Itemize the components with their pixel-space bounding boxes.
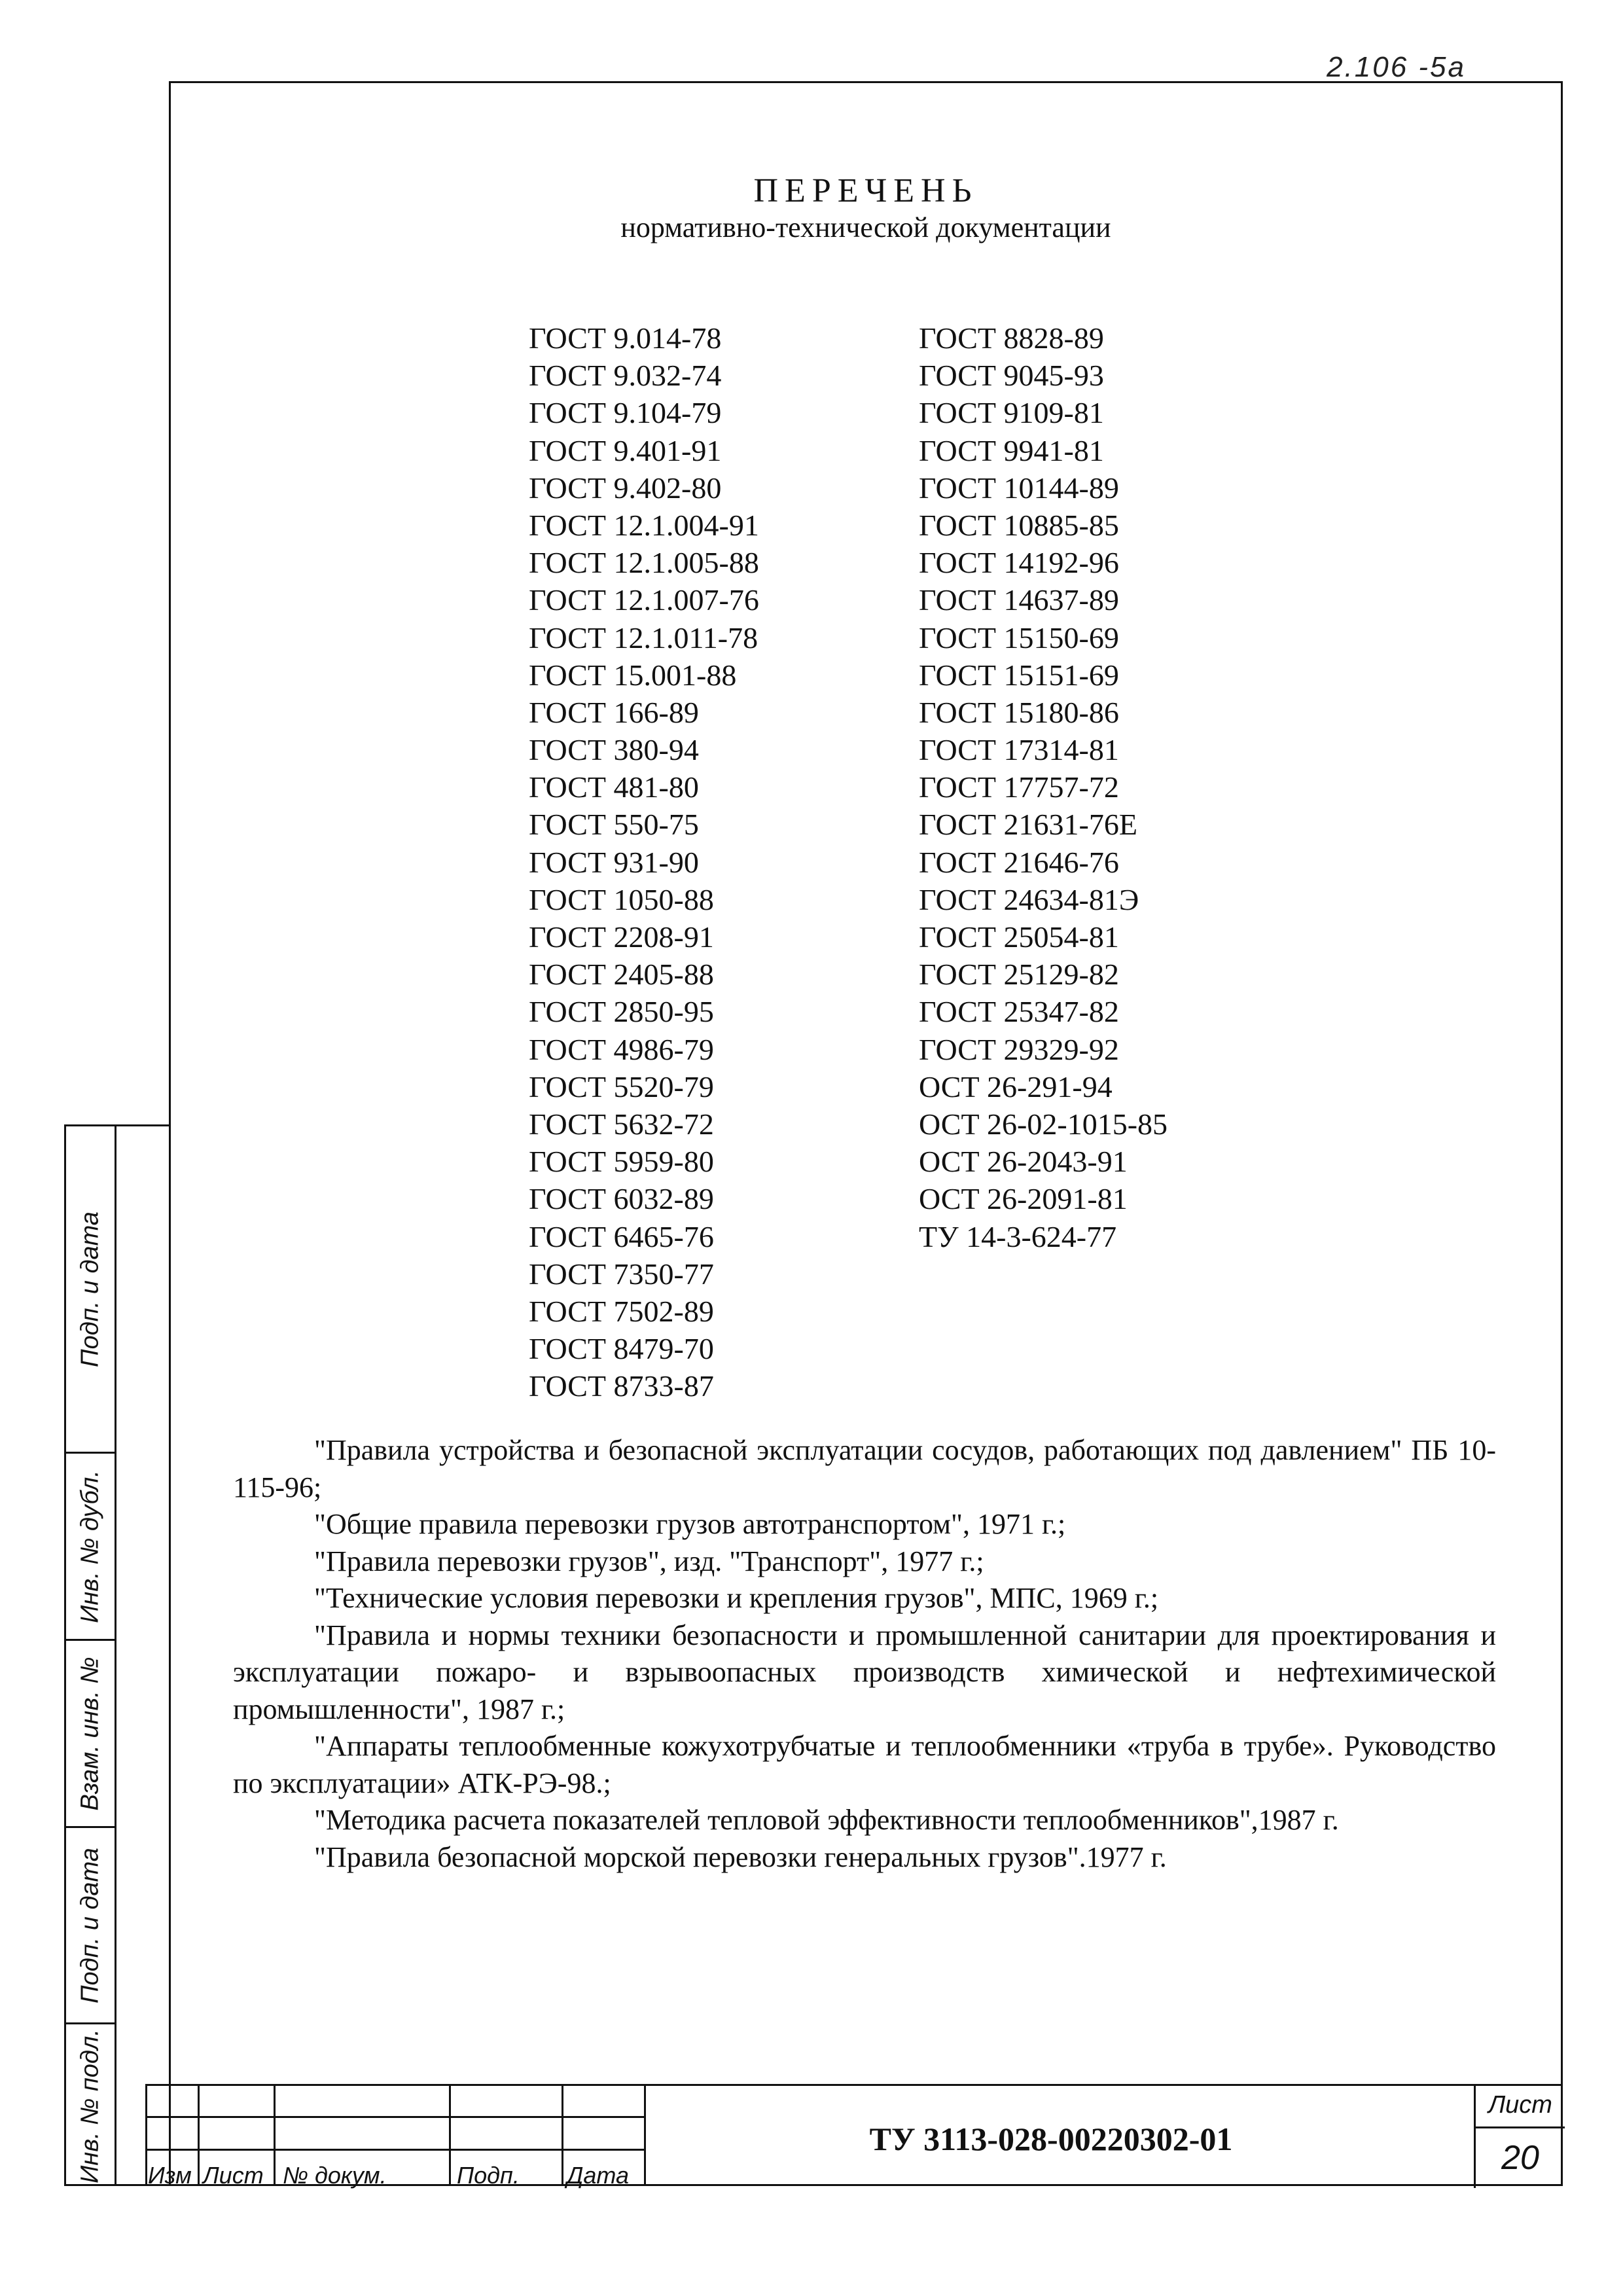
side-stamp-divider [115,1126,116,2184]
tb-col-change: Изм [148,2162,192,2189]
document-item: "Методика расчета показателей тепловой эффективности теплообменников",1987 г. [314,1804,1339,1836]
tb-col-sign: Подп. [457,2162,520,2189]
side-label-inv-duplicate: Инв. № дубл. [76,1469,104,1623]
tb-line [145,2116,644,2118]
standard-item: ГОСТ 9941-81 [919,433,1104,467]
sheet-number: 20 [1501,2139,1539,2177]
standard-item: ГОСТ 5959-80 [529,1145,714,1179]
tb-line [145,2086,147,2186]
tb-col-date: Дата [567,2162,629,2189]
side-stamp [64,1124,169,2186]
standard-item: ГОСТ 10144-89 [919,471,1119,505]
standard-item: ГОСТ 1050-88 [529,882,714,916]
page-title: ПЕРЕЧЕНЬ [753,172,978,209]
standard-item: ГОСТ 15.001-88 [529,658,737,692]
side-cell-sign-date-bottom [66,1828,115,2024]
standard-item: ГОСТ 5520-79 [529,1069,714,1103]
standard-item: ГОСТ 21631-76Е [919,808,1137,842]
standard-item: ГОСТ 15151-69 [919,658,1119,692]
tb-line [145,2149,644,2151]
sheet-divider [1476,2126,1565,2128]
standard-item: ОСТ 26-291-94 [919,1069,1113,1103]
side-cell-inv-duplicate [66,1454,115,1641]
tb-line [274,2086,276,2186]
standard-item: ГОСТ 10885-85 [919,508,1119,542]
standard-item: ГОСТ 931-90 [529,845,699,879]
standard-item: ГОСТ 9045-93 [919,359,1104,393]
title-block [145,2084,1563,2189]
standard-item: ГОСТ 2850-95 [529,995,714,1029]
standard-item: ГОСТ 9.401-91 [529,433,722,467]
tb-col-sheet: Лист [203,2162,264,2189]
standard-item: ГОСТ 17757-72 [919,770,1119,804]
tb-line [644,2086,646,2186]
side-cell-sign-date-top [66,1126,115,1454]
standard-item: ГОСТ 8733-87 [529,1369,714,1403]
document-item: "Правила устройства и безопасной эксплуатации сосудов, работающих под давлением" ПБ 10-115-96; [233,1434,1496,1503]
standard-item: ГОСТ 29329-92 [919,1032,1119,1066]
tb-line [562,2086,563,2186]
standard-item: ГОСТ 15150-69 [919,620,1119,655]
side-label-sign-date-bottom: Подп. и дата [76,1847,104,2003]
standard-item: ГОСТ 6465-76 [529,1219,714,1253]
standard-item: ГОСТ 9109-81 [919,396,1104,430]
tb-line [198,2086,200,2186]
standard-item: ГОСТ 14637-89 [919,583,1119,617]
standard-item: ГОСТ 7350-77 [529,1257,714,1291]
side-label-sign-date-top: Подп. и дата [76,1211,104,1367]
document-item: "Правила безопасной морской перевозки генеральных грузов".1977 г. [314,1840,1167,1873]
standard-item: ГОСТ 14192-96 [919,546,1119,580]
standard-item: ГОСТ 550-75 [529,808,699,842]
standard-item: ГОСТ 9.014-78 [529,321,722,355]
tb-col-doc-no: № докум. [283,2162,387,2189]
page-subtitle: нормативно-технической документации [620,211,1111,243]
standard-item: ГОСТ 15180-86 [919,695,1119,729]
tb-line [449,2086,451,2186]
standard-item: ГОСТ 17314-81 [919,733,1119,767]
standard-item: ОСТ 26-02-1015-85 [919,1107,1168,1141]
standard-item: ГОСТ 380-94 [529,733,699,767]
standard-item: ГОСТ 25054-81 [919,920,1119,954]
standard-item: ГОСТ 166-89 [529,695,699,729]
documents-list [233,1432,1496,1876]
standard-item: ТУ 14-3-624-77 [919,1219,1117,1253]
standard-item: ГОСТ 7502-89 [529,1294,714,1328]
archive-code: 2.106 -5а [1327,51,1466,83]
standard-item: ГОСТ 2208-91 [529,920,714,954]
side-cell-replaced-inv [66,1641,115,1828]
standard-item: ОСТ 26-2091-81 [919,1182,1128,1216]
standard-item: ГОСТ 12.1.004-91 [529,508,759,542]
standard-item: ГОСТ 12.1.011-78 [529,620,758,655]
standard-item: ГОСТ 6032-89 [529,1182,714,1216]
document-code: ТУ 3113-028-00220302-01 [869,2121,1233,2157]
side-cell-inv-original [66,2024,115,2188]
side-label-replaced-inv: Взам. инв. № [76,1656,104,1811]
sheet-label: Лист [1488,2091,1552,2119]
standard-item: ГОСТ 4986-79 [529,1032,714,1066]
document-item: "Правила перевозки грузов", изд. "Транспорт", 1977 г.; [314,1545,984,1577]
standard-item: ОСТ 26-2043-91 [919,1145,1128,1179]
standard-item: ГОСТ 8479-70 [529,1332,714,1366]
standard-item: ГОСТ 2405-88 [529,958,714,992]
standard-item: ГОСТ 9.104-79 [529,396,722,430]
standard-item: ГОСТ 12.1.005-88 [529,546,759,580]
document-item: "Правила и нормы техники безопасности и промышленной санитарии для проектирования и эксплуатации пожаро- и взрывоопасных производств химической и нефтехимической промышленности", 1987 г.; [233,1619,1496,1725]
standard-item: ГОСТ 24634-81Э [919,882,1139,916]
standards-list-left [529,319,759,1405]
side-label-inv-original: Инв. № подл. [76,2029,104,2183]
standard-item: ГОСТ 5632-72 [529,1107,714,1141]
document-item: "Технические условия перевозки и крепления грузов", МПС, 1969 г.; [314,1582,1159,1614]
standard-item: ГОСТ 25347-82 [919,995,1119,1029]
standard-item: ГОСТ 25129-82 [919,958,1119,992]
document-item: "Аппараты теплообменные кожухотрубчатые и теплообменники «труба в трубе». Руководство по эксплуатации» АТК-РЭ-98.; [233,1730,1496,1799]
document-item: "Общие правила перевозки грузов автотранспортом", 1971 г.; [314,1508,1066,1540]
standard-item: ГОСТ 21646-76 [919,845,1119,879]
standard-item: ГОСТ 9.402-80 [529,471,722,505]
standard-item: ГОСТ 12.1.007-76 [529,583,759,617]
standard-item: ГОСТ 481-80 [529,770,699,804]
sheet-box [1474,2086,1563,2188]
standards-list-right [919,319,1168,1255]
standard-item: ГОСТ 9.032-74 [529,359,722,393]
standard-item: ГОСТ 8828-89 [919,321,1104,355]
